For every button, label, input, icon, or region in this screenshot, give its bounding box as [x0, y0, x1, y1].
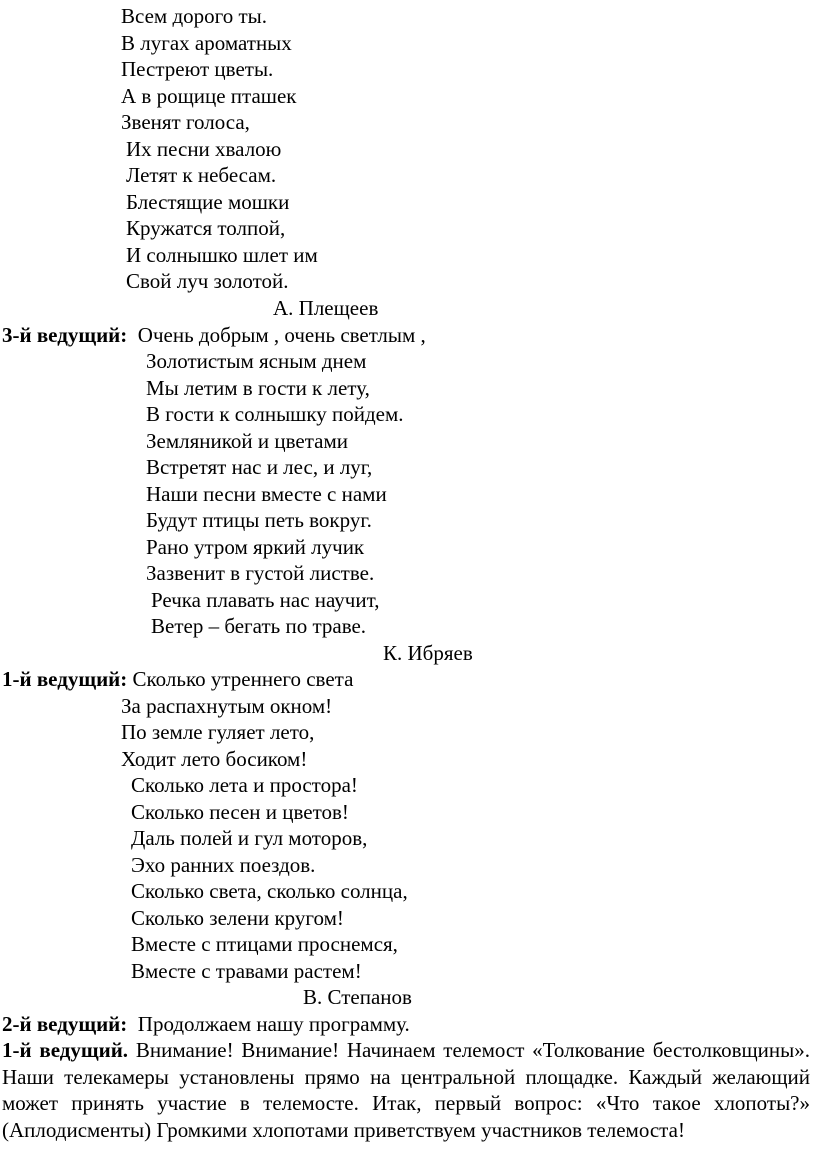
speaker-label: 2-й ведущий:	[2, 1012, 128, 1036]
poem-line: А в рощице пташек	[121, 84, 297, 108]
poem-line: В гости к солнышку пойдем.	[146, 402, 404, 426]
poem-line: Будут птицы петь вокруг.	[146, 508, 372, 532]
speaker-line	[2, 1011, 410, 1037]
speaker-line	[2, 322, 426, 348]
poem-line: Земляникой и цветами	[146, 429, 348, 453]
poem-line: Рано утром яркий лучик	[146, 535, 365, 559]
poem-line: Сколько света, сколько солнца,	[131, 879, 408, 903]
poem-line: Сколько песен и цветов!	[131, 800, 349, 824]
poem-line: Даль полей и гул моторов,	[131, 826, 368, 850]
poem-line: Зазвенит в густой листве.	[146, 561, 375, 585]
poem-line: Пестреют цветы.	[121, 57, 274, 81]
poem-line: Речка плавать нас научит,	[151, 588, 380, 612]
poem-line: Очень добрым , очень светлым ,	[137, 323, 426, 347]
poem-line: Сколько зелени кругом!	[131, 906, 344, 930]
poem-line: За распахнутым окном!	[121, 694, 333, 718]
poem-line: Летят к небесам.	[126, 163, 277, 187]
paragraph-text: Внимание! Внимание! Начинаем телемост «Толкование бестолковщины». Наши телекамеры установлены прямо на центральной площадке. Каждый желающий может принять участие в телемосте. Итак, первый вопрос: «Что такое хлопоты?» (Аплодисменты) Громкими хлопотами приветствуем участников телемоста!	[2, 1038, 811, 1142]
poem-line: Кружатся толпой,	[126, 216, 286, 240]
poem-line: Ветер – бегать по траве.	[151, 614, 367, 638]
poem-line: Золотистым ясным днем	[146, 349, 367, 373]
poem-author: В. Степанов	[303, 985, 412, 1009]
poem-line: Свой луч золотой.	[126, 269, 289, 293]
poem-line: Ходит лето босиком!	[121, 747, 308, 771]
poem-line: Сколько утреннего света	[132, 667, 354, 691]
poem-line: Встретят нас и лес, и луг,	[146, 455, 373, 479]
speaker-label: 1-й ведущий:	[2, 667, 128, 691]
speaker-label: 3-й ведущий:	[2, 323, 128, 347]
poem-line: Эхо ранних поездов.	[131, 853, 316, 877]
poem-line: Сколько лета и простора!	[131, 773, 358, 797]
poem-line: Мы летим в гости к лету,	[146, 376, 370, 400]
speaker-line	[2, 666, 353, 692]
poem-line: И солнышко шлет им	[126, 243, 318, 267]
speaker-label: 1-й ведущий.	[2, 1038, 129, 1062]
poem-author: А. Плещеев	[273, 296, 379, 320]
poem-line: Наши песни вместе с нами	[146, 482, 387, 506]
poem-line: По земле гуляет лето,	[121, 720, 315, 744]
speaker-text: Продолжаем нашу программу.	[137, 1012, 410, 1036]
poem-line: Их песни хвалою	[126, 137, 282, 161]
poem-line: Вместе с травами растем!	[131, 959, 362, 983]
poem-line: В лугах ароматных	[121, 31, 292, 55]
poem-line: Вместе с птицами проснемся,	[131, 932, 398, 956]
poem-line: Звенят голоса,	[121, 110, 250, 134]
poem-line: Блестящие мошки	[126, 190, 290, 214]
poem-author: К. Ибряев	[383, 641, 473, 665]
poem-line: Всем дорого ты.	[121, 4, 268, 28]
speaker-paragraph	[2, 1037, 810, 1143]
